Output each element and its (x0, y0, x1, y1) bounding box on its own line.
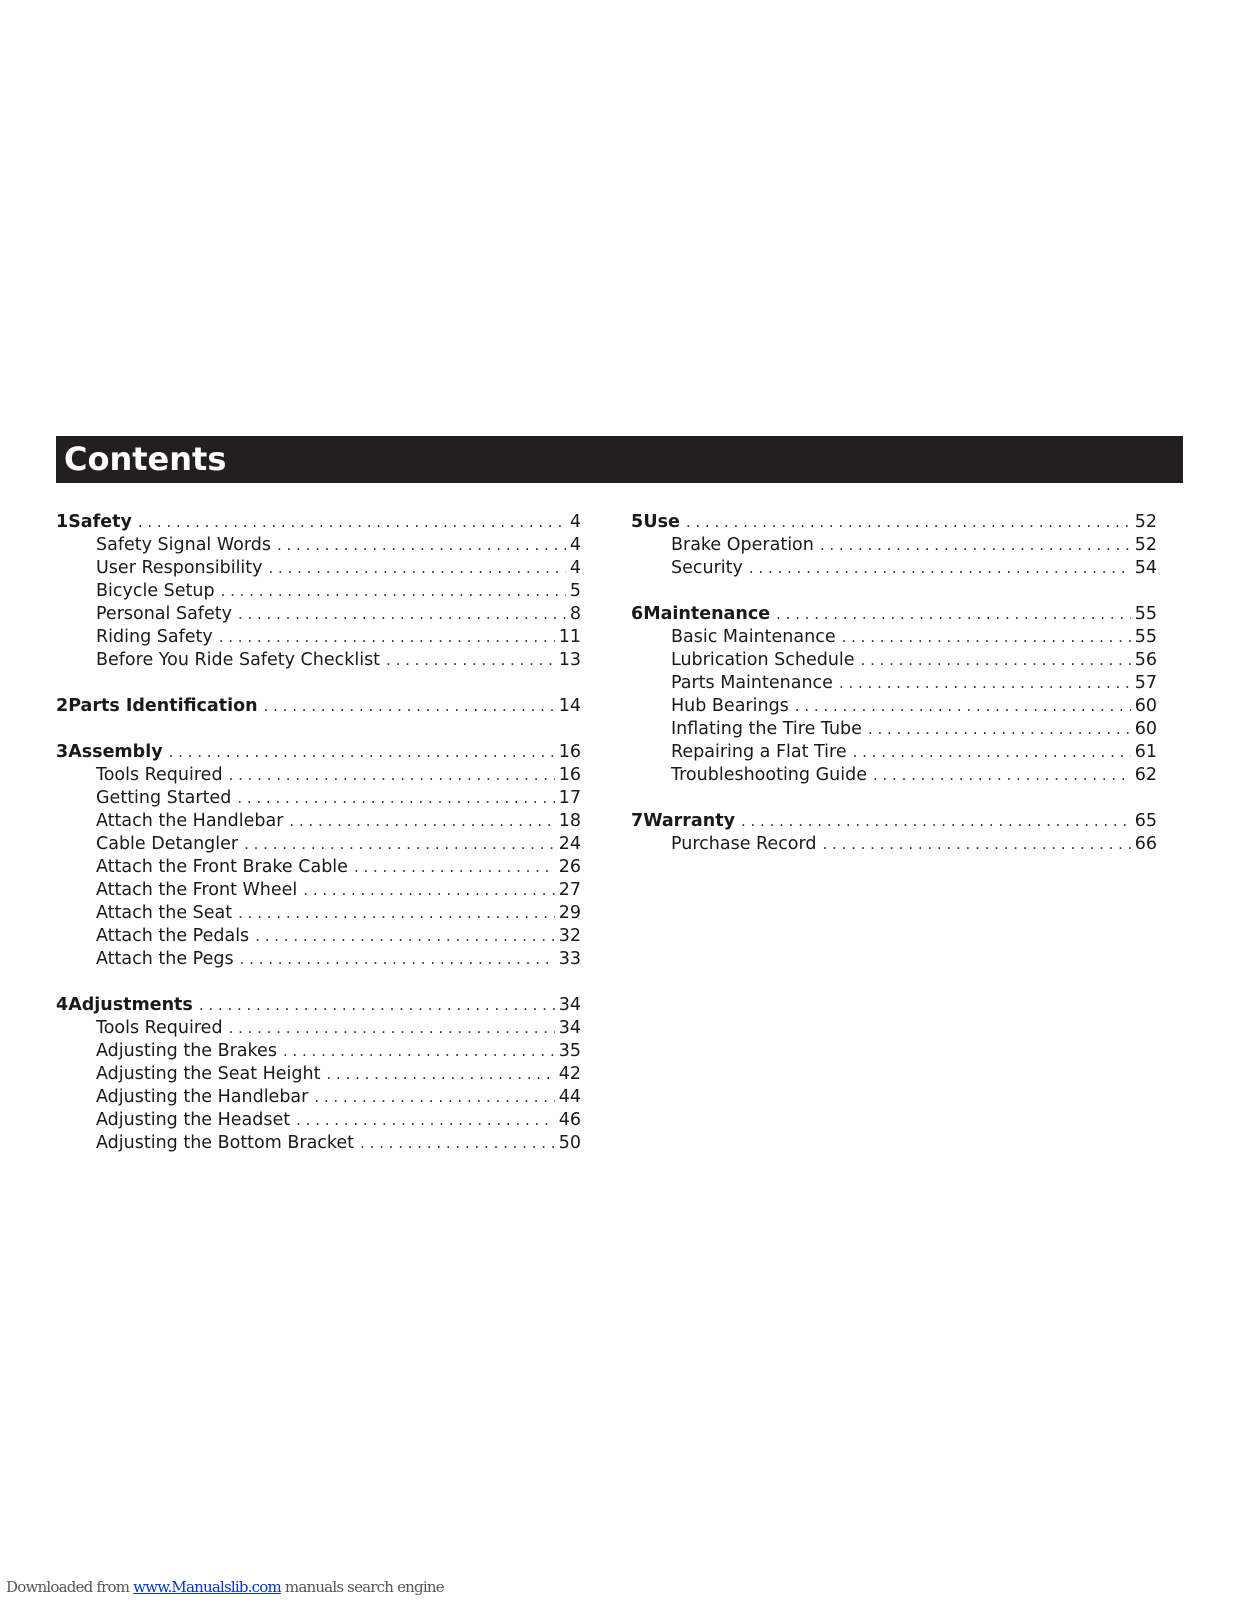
page-number: 42 (558, 1064, 581, 1084)
dot-leader (823, 833, 1131, 856)
page-number: 33 (558, 949, 581, 969)
dot-leader (386, 649, 555, 672)
toc-subsection-entry[interactable] (56, 1086, 581, 1109)
subsection-title: Adjusting the Seat Height (96, 1064, 321, 1084)
subsection-title: Brake Operation (671, 535, 814, 555)
toc-section (56, 695, 581, 718)
subsection-title: Hub Bearings (671, 696, 789, 716)
dot-leader (269, 557, 566, 580)
chapter-title: Assembly (68, 742, 163, 762)
page-number: 27 (558, 880, 581, 900)
toc-subsection-entry[interactable] (631, 626, 1157, 649)
page-number: 57 (1134, 673, 1157, 693)
dot-leader (303, 879, 554, 902)
page-number: 46 (558, 1110, 581, 1130)
page-number: 56 (1134, 650, 1157, 670)
toc-subsection-entry[interactable] (56, 1040, 581, 1063)
toc-subsection-entry[interactable] (56, 810, 581, 833)
dot-leader (229, 1017, 555, 1040)
subsection-title: Security (671, 558, 743, 578)
chapter-title: Use (643, 512, 680, 532)
toc-section (631, 810, 1157, 856)
chapter-number: 6 (631, 604, 644, 624)
dot-leader (795, 695, 1131, 718)
toc-subsection-entry[interactable] (56, 1132, 581, 1155)
page-number: 66 (1134, 834, 1157, 854)
dot-leader (219, 626, 555, 649)
dot-leader (138, 511, 566, 534)
toc-subsection-entry[interactable] (56, 856, 581, 879)
dot-leader (238, 603, 566, 626)
toc-subsection-entry[interactable] (56, 649, 581, 672)
page-number: 54 (1134, 558, 1157, 578)
chapter-number: 5 (631, 512, 644, 532)
toc-chapter-entry[interactable] (56, 695, 581, 718)
toc-subsection-entry[interactable] (631, 833, 1157, 856)
subsection-title: Adjusting the Bottom Bracket (96, 1133, 355, 1153)
dot-leader (686, 511, 1131, 534)
chapter-title: Adjustments (68, 995, 193, 1015)
toc-subsection-entry[interactable] (631, 764, 1157, 787)
dot-leader (741, 810, 1131, 833)
dot-leader (199, 994, 555, 1017)
page-number: 32 (558, 926, 581, 946)
toc-chapter-entry[interactable] (631, 603, 1157, 626)
dot-leader (326, 1063, 554, 1086)
page-number: 52 (1134, 535, 1157, 555)
subsection-title: Attach the Pegs (96, 949, 234, 969)
subsection-title: Adjusting the Brakes (96, 1041, 277, 1061)
toc-chapter-entry[interactable] (631, 810, 1157, 833)
page-number: 4 (569, 535, 581, 555)
toc-subsection-entry[interactable] (631, 534, 1157, 557)
dot-leader (868, 718, 1131, 741)
subsection-title: Adjusting the Handlebar (96, 1087, 309, 1107)
subsection-title: Cable Detangler (96, 834, 239, 854)
page-number: 35 (558, 1041, 581, 1061)
toc-left-column (56, 511, 581, 1178)
chapter-title: Warranty (643, 811, 735, 831)
subsection-title: Basic Maintenance (671, 627, 836, 647)
contents-header-bar (56, 436, 1183, 483)
toc-subsection-entry[interactable] (56, 626, 581, 649)
toc-subsection-entry[interactable] (56, 764, 581, 787)
toc-subsection-entry[interactable] (56, 580, 581, 603)
subsection-title: Bicycle Setup (96, 581, 215, 601)
page-number: 60 (1134, 696, 1157, 716)
toc-subsection-entry[interactable] (56, 948, 581, 971)
subsection-title: Getting Started (96, 788, 232, 808)
toc-subsection-entry[interactable] (56, 833, 581, 856)
subsection-title: Tools Required (96, 1018, 223, 1038)
toc-section (631, 511, 1157, 580)
page-number: 34 (558, 1018, 581, 1038)
page-number: 44 (558, 1087, 581, 1107)
dot-leader (221, 580, 566, 603)
toc-subsection-entry[interactable] (56, 879, 581, 902)
toc-subsection-entry[interactable] (631, 718, 1157, 741)
subsection-title: Lubrication Schedule (671, 650, 855, 670)
page-number: 4 (569, 558, 581, 578)
subsection-title: Attach the Front Brake Cable (96, 857, 348, 877)
chapter-number: 1 (56, 512, 69, 532)
dot-leader (169, 741, 555, 764)
page-number: 11 (558, 627, 581, 647)
footer-suffix: manuals search engine (280, 1578, 444, 1596)
toc-right-column (631, 511, 1157, 879)
page-number: 16 (558, 765, 581, 785)
subsection-title: Attach the Seat (96, 903, 233, 923)
dot-leader (354, 856, 555, 879)
page-number: 5 (569, 581, 581, 601)
page-number: 18 (558, 811, 581, 831)
dot-leader (842, 626, 1131, 649)
subsection-title: User Responsibility (96, 558, 263, 578)
dot-leader (749, 557, 1131, 580)
subsection-title: Adjusting the Headset (96, 1110, 291, 1130)
subsection-title: Purchase Record (671, 834, 817, 854)
subsection-title: Repairing a Flat Tire (671, 742, 847, 762)
page-number: 16 (558, 742, 581, 762)
subsection-title: Attach the Handlebar (96, 811, 284, 831)
subsection-title: Safety Signal Words (96, 535, 271, 555)
page-number: 62 (1134, 765, 1157, 785)
toc-chapter-entry[interactable] (56, 741, 581, 764)
toc-subsection-entry[interactable] (56, 603, 581, 626)
dot-leader (240, 948, 555, 971)
dot-leader (283, 1040, 555, 1063)
page-number: 34 (558, 995, 581, 1015)
toc-subsection-entry[interactable] (56, 925, 581, 948)
dot-leader (853, 741, 1131, 764)
page-number: 14 (558, 696, 581, 716)
toc-section (56, 741, 581, 971)
chapter-title: Safety (68, 512, 132, 532)
subsection-title: Attach the Pedals (96, 926, 250, 946)
page-number: 13 (558, 650, 581, 670)
page-number: 4 (569, 512, 581, 532)
subsection-title: Parts Maintenance (671, 673, 833, 693)
toc-section (56, 511, 581, 672)
dot-leader (277, 534, 566, 557)
manualslib-link[interactable]: www.Manualslib.com (133, 1578, 281, 1596)
chapter-number: 4 (56, 995, 69, 1015)
dot-leader (229, 764, 555, 787)
dot-leader (839, 672, 1131, 695)
page-number: 60 (1134, 719, 1157, 739)
chapter-title: Maintenance (643, 604, 771, 624)
page-number: 26 (558, 857, 581, 877)
subsection-title: Attach the Front Wheel (96, 880, 298, 900)
subsection-title: Before You Ride Safety Checklist (96, 650, 381, 670)
page-number: 55 (1134, 604, 1157, 624)
page-number: 65 (1134, 811, 1157, 831)
footer-prefix: Downloaded from (6, 1578, 134, 1596)
dot-leader (264, 695, 555, 718)
toc-subsection-entry[interactable] (56, 557, 581, 580)
page-number: 50 (558, 1133, 581, 1153)
toc-subsection-entry[interactable] (56, 902, 581, 925)
toc-subsection-entry[interactable] (631, 741, 1157, 764)
toc-section (56, 994, 581, 1155)
toc-chapter-entry[interactable] (56, 511, 581, 534)
toc-subsection-entry[interactable] (56, 534, 581, 557)
toc-section (631, 603, 1157, 787)
page-title: Contents (64, 440, 227, 478)
dot-leader (314, 1086, 554, 1109)
dot-leader (776, 603, 1131, 626)
page-number: 55 (1134, 627, 1157, 647)
toc-subsection-entry[interactable] (56, 1017, 581, 1040)
page-number: 24 (558, 834, 581, 854)
page-number: 17 (558, 788, 581, 808)
dot-leader (255, 925, 555, 948)
chapter-title: Parts Identification (68, 696, 258, 716)
dot-leader (244, 833, 555, 856)
dot-leader (238, 902, 555, 925)
page-number: 8 (569, 604, 581, 624)
subsection-title: Inflating the Tire Tube (671, 719, 862, 739)
dot-leader (237, 787, 554, 810)
toc-subsection-entry[interactable] (56, 1063, 581, 1086)
subsection-title: Personal Safety (96, 604, 232, 624)
toc-chapter-entry[interactable] (631, 511, 1157, 534)
dot-leader (360, 1132, 555, 1155)
dot-leader (296, 1109, 555, 1132)
toc-chapter-entry[interactable] (56, 994, 581, 1017)
subsection-title: Tools Required (96, 765, 223, 785)
toc-subsection-entry[interactable] (631, 672, 1157, 695)
dot-leader (861, 649, 1131, 672)
toc-subsection-entry[interactable] (56, 1109, 581, 1132)
page-number: 52 (1134, 512, 1157, 532)
dot-leader (289, 810, 554, 833)
dot-leader (820, 534, 1131, 557)
toc-subsection-entry[interactable] (631, 557, 1157, 580)
subsection-title: Troubleshooting Guide (671, 765, 867, 785)
subsection-title: Riding Safety (96, 627, 213, 647)
chapter-number: 7 (631, 811, 644, 831)
footer-download-note (6, 1578, 444, 1596)
toc-subsection-entry[interactable] (631, 649, 1157, 672)
dot-leader (873, 764, 1131, 787)
chapter-number: 3 (56, 742, 69, 762)
page-number: 61 (1134, 742, 1157, 762)
page-number: 29 (558, 903, 581, 923)
toc-subsection-entry[interactable] (631, 695, 1157, 718)
toc-subsection-entry[interactable] (56, 787, 581, 810)
chapter-number: 2 (56, 696, 69, 716)
